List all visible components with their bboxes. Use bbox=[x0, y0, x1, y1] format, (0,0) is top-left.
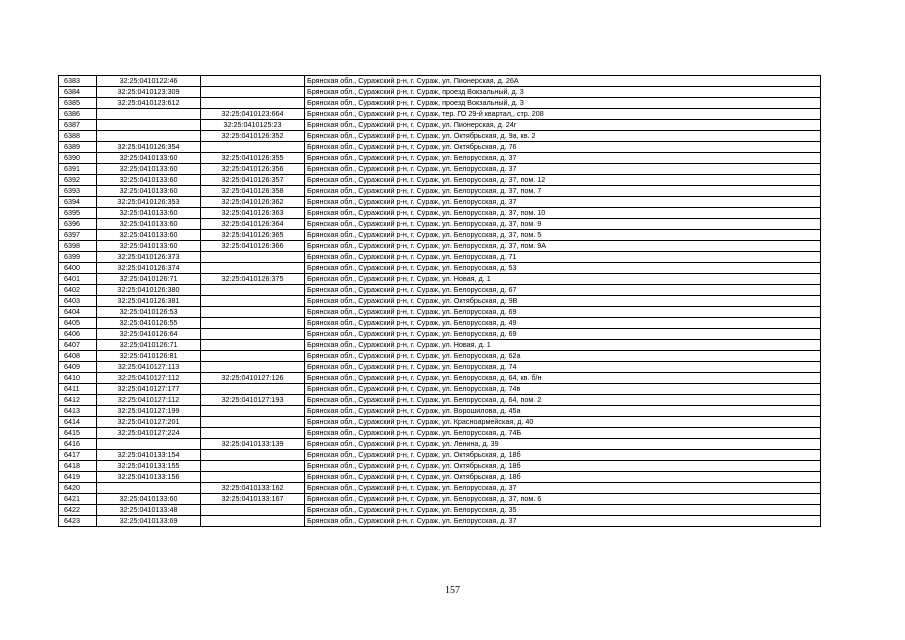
address-cell: Брянская обл., Суражский р-н, г. Сураж, ул. Октябрьская, д. 18б bbox=[305, 450, 821, 461]
address-cell: Брянская обл., Суражский р-н, г. Сураж, ул. Белорусская, д. 35 bbox=[305, 505, 821, 516]
cadastral-number-cell: 32:25:0410133:48 bbox=[97, 505, 201, 516]
cadastral-number-cell: 32:25:0410126:373 bbox=[97, 252, 201, 263]
object-cadastral-number-cell: 32:25:0410126:365 bbox=[201, 230, 305, 241]
cadastral-number-cell bbox=[97, 109, 201, 120]
address-cell: Брянская обл., Суражский р-н, г. Сураж, ул. Белорусская, д. 37, пом. 7 bbox=[305, 186, 821, 197]
row-number-cell: 6399 bbox=[59, 252, 97, 263]
address-cell: Брянская обл., Суражский р-н, г. Сураж, ул. Белорусская, д. 37 bbox=[305, 197, 821, 208]
object-cadastral-number-cell bbox=[201, 505, 305, 516]
row-number-cell: 6388 bbox=[59, 131, 97, 142]
cadastral-number-cell: 32:25:0410133:60 bbox=[97, 164, 201, 175]
cadastral-number-cell: 32:25:0410127:199 bbox=[97, 406, 201, 417]
object-cadastral-number-cell: 32:25:0410123:664 bbox=[201, 109, 305, 120]
row-number-cell: 6401 bbox=[59, 274, 97, 285]
address-cell: Брянская обл., Суражский р-н, г. Сураж, ул. Белорусская, д. 37 bbox=[305, 483, 821, 494]
object-cadastral-number-cell: 32:25:0410126:366 bbox=[201, 241, 305, 252]
table-row bbox=[59, 208, 821, 219]
table-row bbox=[59, 472, 821, 483]
row-number-cell: 6413 bbox=[59, 406, 97, 417]
row-number-cell: 6384 bbox=[59, 87, 97, 98]
table-row bbox=[59, 131, 821, 142]
registry-table-body bbox=[59, 76, 821, 527]
table-row bbox=[59, 263, 821, 274]
cadastral-number-cell: 32:25:0410123:612 bbox=[97, 98, 201, 109]
row-number-cell: 6412 bbox=[59, 395, 97, 406]
cadastral-number-cell: 32:25:0410127:201 bbox=[97, 417, 201, 428]
table-row bbox=[59, 274, 821, 285]
address-cell: Брянская обл., Суражский р-н, г. Сураж, ул. Октябрьская, д. 9а, кв. 2 bbox=[305, 131, 821, 142]
object-cadastral-number-cell bbox=[201, 428, 305, 439]
row-number-cell: 6415 bbox=[59, 428, 97, 439]
cadastral-number-cell: 32:25:0410126:53 bbox=[97, 307, 201, 318]
address-cell: Брянская обл., Суражский р-н, г. Сураж, ул. Ворошилова, д. 45а bbox=[305, 406, 821, 417]
address-cell: Брянская обл., Суражский р-н, г. Сураж, тер. ГО 29-й квартал,, стр. 208 bbox=[305, 109, 821, 120]
address-cell: Брянская обл., Суражский р-н, г. Сураж, ул. Октябрьская, д. 76 bbox=[305, 142, 821, 153]
table-row bbox=[59, 164, 821, 175]
object-cadastral-number-cell bbox=[201, 87, 305, 98]
cadastral-number-cell: 32:25:0410126:71 bbox=[97, 340, 201, 351]
cadastral-number-cell: 32:25:0410126:71 bbox=[97, 274, 201, 285]
table-row bbox=[59, 494, 821, 505]
object-cadastral-number-cell: 32:25:0410126:363 bbox=[201, 208, 305, 219]
object-cadastral-number-cell: 32:25:0410126:362 bbox=[201, 197, 305, 208]
cadastral-number-cell: 32:25:0410133:155 bbox=[97, 461, 201, 472]
cadastral-number-cell: 32:25:0410126:380 bbox=[97, 285, 201, 296]
object-cadastral-number-cell: 32:25:0410126:355 bbox=[201, 153, 305, 164]
table-row bbox=[59, 120, 821, 131]
object-cadastral-number-cell bbox=[201, 329, 305, 340]
table-row bbox=[59, 307, 821, 318]
row-number-cell: 6418 bbox=[59, 461, 97, 472]
object-cadastral-number-cell: 32:25:0410127:126 bbox=[201, 373, 305, 384]
table-row bbox=[59, 329, 821, 340]
address-cell: Брянская обл., Суражский р-н, г. Сураж, ул. Красноармейская, д. 40 bbox=[305, 417, 821, 428]
row-number-cell: 6386 bbox=[59, 109, 97, 120]
row-number-cell: 6420 bbox=[59, 483, 97, 494]
address-cell: Брянская обл., Суражский р-н, г. Сураж, ул. Белорусская, д. 37 bbox=[305, 516, 821, 527]
table-row bbox=[59, 186, 821, 197]
cadastral-number-cell: 32:25:0410133:60 bbox=[97, 186, 201, 197]
cadastral-number-cell bbox=[97, 131, 201, 142]
table-row bbox=[59, 428, 821, 439]
row-number-cell: 6417 bbox=[59, 450, 97, 461]
address-cell: Брянская обл., Суражский р-н, г. Сураж, ул. Белорусская, д. 74Б bbox=[305, 428, 821, 439]
table-row bbox=[59, 87, 821, 98]
cadastral-number-cell: 32:25:0410123:309 bbox=[97, 87, 201, 98]
object-cadastral-number-cell bbox=[201, 516, 305, 527]
address-cell: Брянская обл., Суражский р-н, г. Сураж, ул. Новая, д. 1 bbox=[305, 274, 821, 285]
cadastral-number-cell: 32:25:0410126:353 bbox=[97, 197, 201, 208]
cadastral-number-cell: 32:25:0410127:224 bbox=[97, 428, 201, 439]
cadastral-number-cell: 32:25:0410133:69 bbox=[97, 516, 201, 527]
row-number-cell: 6404 bbox=[59, 307, 97, 318]
object-cadastral-number-cell: 32:25:0410126:358 bbox=[201, 186, 305, 197]
table-row bbox=[59, 395, 821, 406]
table-row bbox=[59, 362, 821, 373]
object-cadastral-number-cell bbox=[201, 472, 305, 483]
registry-table bbox=[58, 75, 821, 527]
page-number: 157 bbox=[445, 585, 460, 596]
row-number-cell: 6398 bbox=[59, 241, 97, 252]
object-cadastral-number-cell bbox=[201, 98, 305, 109]
row-number-cell: 6421 bbox=[59, 494, 97, 505]
address-cell: Брянская обл., Суражский р-н, г. Сураж, ул. Пионерская, д. 26А bbox=[305, 76, 821, 87]
row-number-cell: 6385 bbox=[59, 98, 97, 109]
row-number-cell: 6406 bbox=[59, 329, 97, 340]
address-cell: Брянская обл., Суражский р-н, г. Сураж, ул. Октябрьская, д. 18б bbox=[305, 461, 821, 472]
table-row bbox=[59, 285, 821, 296]
row-number-cell: 6395 bbox=[59, 208, 97, 219]
table-row bbox=[59, 450, 821, 461]
cadastral-number-cell bbox=[97, 120, 201, 131]
address-cell: Брянская обл., Суражский р-н, г. Сураж, ул. Пионерская, д. 24г bbox=[305, 120, 821, 131]
table-row bbox=[59, 153, 821, 164]
object-cadastral-number-cell bbox=[201, 351, 305, 362]
table-row bbox=[59, 439, 821, 450]
table-row bbox=[59, 296, 821, 307]
cadastral-number-cell: 32:25:0410126:374 bbox=[97, 263, 201, 274]
table-row bbox=[59, 505, 821, 516]
address-cell: Брянская обл., Суражский р-н, г. Сураж, ул. Белорусская, д. 62а bbox=[305, 351, 821, 362]
object-cadastral-number-cell: 32:25:0410126:356 bbox=[201, 164, 305, 175]
table-row bbox=[59, 461, 821, 472]
object-cadastral-number-cell bbox=[201, 263, 305, 274]
object-cadastral-number-cell: 32:25:0410133:167 bbox=[201, 494, 305, 505]
object-cadastral-number-cell bbox=[201, 285, 305, 296]
cadastral-number-cell: 32:25:0410127:177 bbox=[97, 384, 201, 395]
table-row bbox=[59, 318, 821, 329]
address-cell: Брянская обл., Суражский р-н, г. Сураж, ул. Белорусская, д. 49 bbox=[305, 318, 821, 329]
row-number-cell: 6396 bbox=[59, 219, 97, 230]
address-cell: Брянская обл., Суражский р-н, г. Сураж, ул. Октябрьская, д. 9В bbox=[305, 296, 821, 307]
address-cell: Брянская обл., Суражский р-н, г. Сураж, ул. Новая, д. 1 bbox=[305, 340, 821, 351]
table-row bbox=[59, 109, 821, 120]
table-row bbox=[59, 175, 821, 186]
row-number-cell: 6416 bbox=[59, 439, 97, 450]
row-number-cell: 6393 bbox=[59, 186, 97, 197]
row-number-cell: 6403 bbox=[59, 296, 97, 307]
object-cadastral-number-cell bbox=[201, 450, 305, 461]
address-cell: Брянская обл., Суражский р-н, г. Сураж, ул. Белорусская, д. 64, пом. 2 bbox=[305, 395, 821, 406]
cadastral-number-cell: 32:25:0410126:381 bbox=[97, 296, 201, 307]
cadastral-number-cell: 32:25:0410126:81 bbox=[97, 351, 201, 362]
cadastral-number-cell: 32:25:0410126:354 bbox=[97, 142, 201, 153]
table-row bbox=[59, 98, 821, 109]
cadastral-number-cell bbox=[97, 439, 201, 450]
table-row bbox=[59, 384, 821, 395]
row-number-cell: 6419 bbox=[59, 472, 97, 483]
cadastral-number-cell: 32:25:0410127:113 bbox=[97, 362, 201, 373]
object-cadastral-number-cell bbox=[201, 142, 305, 153]
address-cell: Брянская обл., Суражский р-н, г. Сураж, ул. Белорусская, д. 37, пом. 9 bbox=[305, 219, 821, 230]
cadastral-number-cell: 32:25:0410133:60 bbox=[97, 219, 201, 230]
row-number-cell: 6383 bbox=[59, 76, 97, 87]
cadastral-number-cell: 32:25:0410126:64 bbox=[97, 329, 201, 340]
address-cell: Брянская обл., Суражский р-н, г. Сураж, ул. Белорусская, д. 37, пом. 5 bbox=[305, 230, 821, 241]
address-cell: Брянская обл., Суражский р-н, г. Сураж, ул. Белорусская, д. 37, пом. 6 bbox=[305, 494, 821, 505]
table-row bbox=[59, 483, 821, 494]
address-cell: Брянская обл., Суражский р-н, г. Сураж, ул. Белорусская, д. 64, кв. б/н bbox=[305, 373, 821, 384]
row-number-cell: 6405 bbox=[59, 318, 97, 329]
address-cell: Брянская обл., Суражский р-н, г. Сураж, ул. Белорусская, д. 69 bbox=[305, 307, 821, 318]
cadastral-number-cell: 32:25:0410126:55 bbox=[97, 318, 201, 329]
cadastral-number-cell: 32:25:0410127:112 bbox=[97, 395, 201, 406]
object-cadastral-number-cell: 32:25:0410133:139 bbox=[201, 439, 305, 450]
row-number-cell: 6408 bbox=[59, 351, 97, 362]
address-cell: Брянская обл., Суражский р-н, г. Сураж, ул. Белорусская, д. 37 bbox=[305, 164, 821, 175]
address-cell: Брянская обл., Суражский р-н, г. Сураж, ул. Белорусская, д. 74 bbox=[305, 362, 821, 373]
row-number-cell: 6402 bbox=[59, 285, 97, 296]
object-cadastral-number-cell bbox=[201, 384, 305, 395]
row-number-cell: 6411 bbox=[59, 384, 97, 395]
row-number-cell: 6423 bbox=[59, 516, 97, 527]
address-cell: Брянская обл., Суражский р-н, г. Сураж, ул. Октябрьская, д. 18б bbox=[305, 472, 821, 483]
table-row bbox=[59, 142, 821, 153]
row-number-cell: 6410 bbox=[59, 373, 97, 384]
table-row bbox=[59, 417, 821, 428]
table-row bbox=[59, 76, 821, 87]
row-number-cell: 6394 bbox=[59, 197, 97, 208]
address-cell: Брянская обл., Суражский р-н, г. Сураж, ул. Белорусская, д. 37 bbox=[305, 153, 821, 164]
cadastral-number-cell bbox=[97, 483, 201, 494]
table-row bbox=[59, 230, 821, 241]
table-row bbox=[59, 406, 821, 417]
cadastral-number-cell: 32:25:0410133:60 bbox=[97, 230, 201, 241]
cadastral-number-cell: 32:25:0410122:46 bbox=[97, 76, 201, 87]
object-cadastral-number-cell bbox=[201, 406, 305, 417]
object-cadastral-number-cell bbox=[201, 340, 305, 351]
object-cadastral-number-cell bbox=[201, 307, 305, 318]
object-cadastral-number-cell bbox=[201, 461, 305, 472]
table-row bbox=[59, 373, 821, 384]
row-number-cell: 6407 bbox=[59, 340, 97, 351]
object-cadastral-number-cell bbox=[201, 318, 305, 329]
address-cell: Брянская обл., Суражский р-н, г. Сураж, ул. Белорусская, д. 37, пом. 10 bbox=[305, 208, 821, 219]
object-cadastral-number-cell: 32:25:0410127:193 bbox=[201, 395, 305, 406]
cadastral-number-cell: 32:25:0410133:60 bbox=[97, 208, 201, 219]
row-number-cell: 6387 bbox=[59, 120, 97, 131]
address-cell: Брянская обл., Суражский р-н, г. Сураж, ул. Белорусская, д. 37, пом. 12 bbox=[305, 175, 821, 186]
object-cadastral-number-cell bbox=[201, 417, 305, 428]
table-row bbox=[59, 516, 821, 527]
row-number-cell: 6409 bbox=[59, 362, 97, 373]
row-number-cell: 6392 bbox=[59, 175, 97, 186]
object-cadastral-number-cell: 32:25:0410125:23 bbox=[201, 120, 305, 131]
cadastral-number-cell: 32:25:0410133:60 bbox=[97, 175, 201, 186]
address-cell: Брянская обл., Суражский р-н, г. Сураж, проезд Вокзальный, д. 3 bbox=[305, 98, 821, 109]
cadastral-number-cell: 32:25:0410133:60 bbox=[97, 494, 201, 505]
cadastral-number-cell: 32:25:0410133:60 bbox=[97, 241, 201, 252]
address-cell: Брянская обл., Суражский р-н, г. Сураж, ул. Ленина, д. 39 bbox=[305, 439, 821, 450]
address-cell: Брянская обл., Суражский р-н, г. Сураж, ул. Белорусская, д. 74в bbox=[305, 384, 821, 395]
cadastral-number-cell: 32:25:0410133:60 bbox=[97, 153, 201, 164]
object-cadastral-number-cell: 32:25:0410126:364 bbox=[201, 219, 305, 230]
cadastral-number-cell: 32:25:0410133:156 bbox=[97, 472, 201, 483]
object-cadastral-number-cell bbox=[201, 362, 305, 373]
address-cell: Брянская обл., Суражский р-н, г. Сураж, ул. Белорусская, д. 37, пом. 9А bbox=[305, 241, 821, 252]
address-cell: Брянская обл., Суражский р-н, г. Сураж, ул. Белорусская, д. 69 bbox=[305, 329, 821, 340]
row-number-cell: 6400 bbox=[59, 263, 97, 274]
table-row bbox=[59, 219, 821, 230]
row-number-cell: 6422 bbox=[59, 505, 97, 516]
object-cadastral-number-cell: 32:25:0410126:375 bbox=[201, 274, 305, 285]
table-row bbox=[59, 252, 821, 263]
object-cadastral-number-cell: 32:25:0410126:357 bbox=[201, 175, 305, 186]
cadastral-number-cell: 32:25:0410127:112 bbox=[97, 373, 201, 384]
object-cadastral-number-cell: 32:25:0410126:352 bbox=[201, 131, 305, 142]
row-number-cell: 6391 bbox=[59, 164, 97, 175]
row-number-cell: 6390 bbox=[59, 153, 97, 164]
table-row bbox=[59, 340, 821, 351]
row-number-cell: 6414 bbox=[59, 417, 97, 428]
address-cell: Брянская обл., Суражский р-н, г. Сураж, ул. Белорусская, д. 67 bbox=[305, 285, 821, 296]
row-number-cell: 6389 bbox=[59, 142, 97, 153]
address-cell: Брянская обл., Суражский р-н, г. Сураж, проезд Вокзальный, д. 3 bbox=[305, 87, 821, 98]
object-cadastral-number-cell bbox=[201, 252, 305, 263]
table-row bbox=[59, 197, 821, 208]
row-number-cell: 6397 bbox=[59, 230, 97, 241]
address-cell: Брянская обл., Суражский р-н, г. Сураж, ул. Белорусская, д. 71 bbox=[305, 252, 821, 263]
object-cadastral-number-cell bbox=[201, 76, 305, 87]
object-cadastral-number-cell: 32:25:0410133:162 bbox=[201, 483, 305, 494]
table-row bbox=[59, 351, 821, 362]
cadastral-number-cell: 32:25:0410133:154 bbox=[97, 450, 201, 461]
object-cadastral-number-cell bbox=[201, 296, 305, 307]
table-row bbox=[59, 241, 821, 252]
address-cell: Брянская обл., Суражский р-н, г. Сураж, ул. Белорусская, д. 53 bbox=[305, 263, 821, 274]
